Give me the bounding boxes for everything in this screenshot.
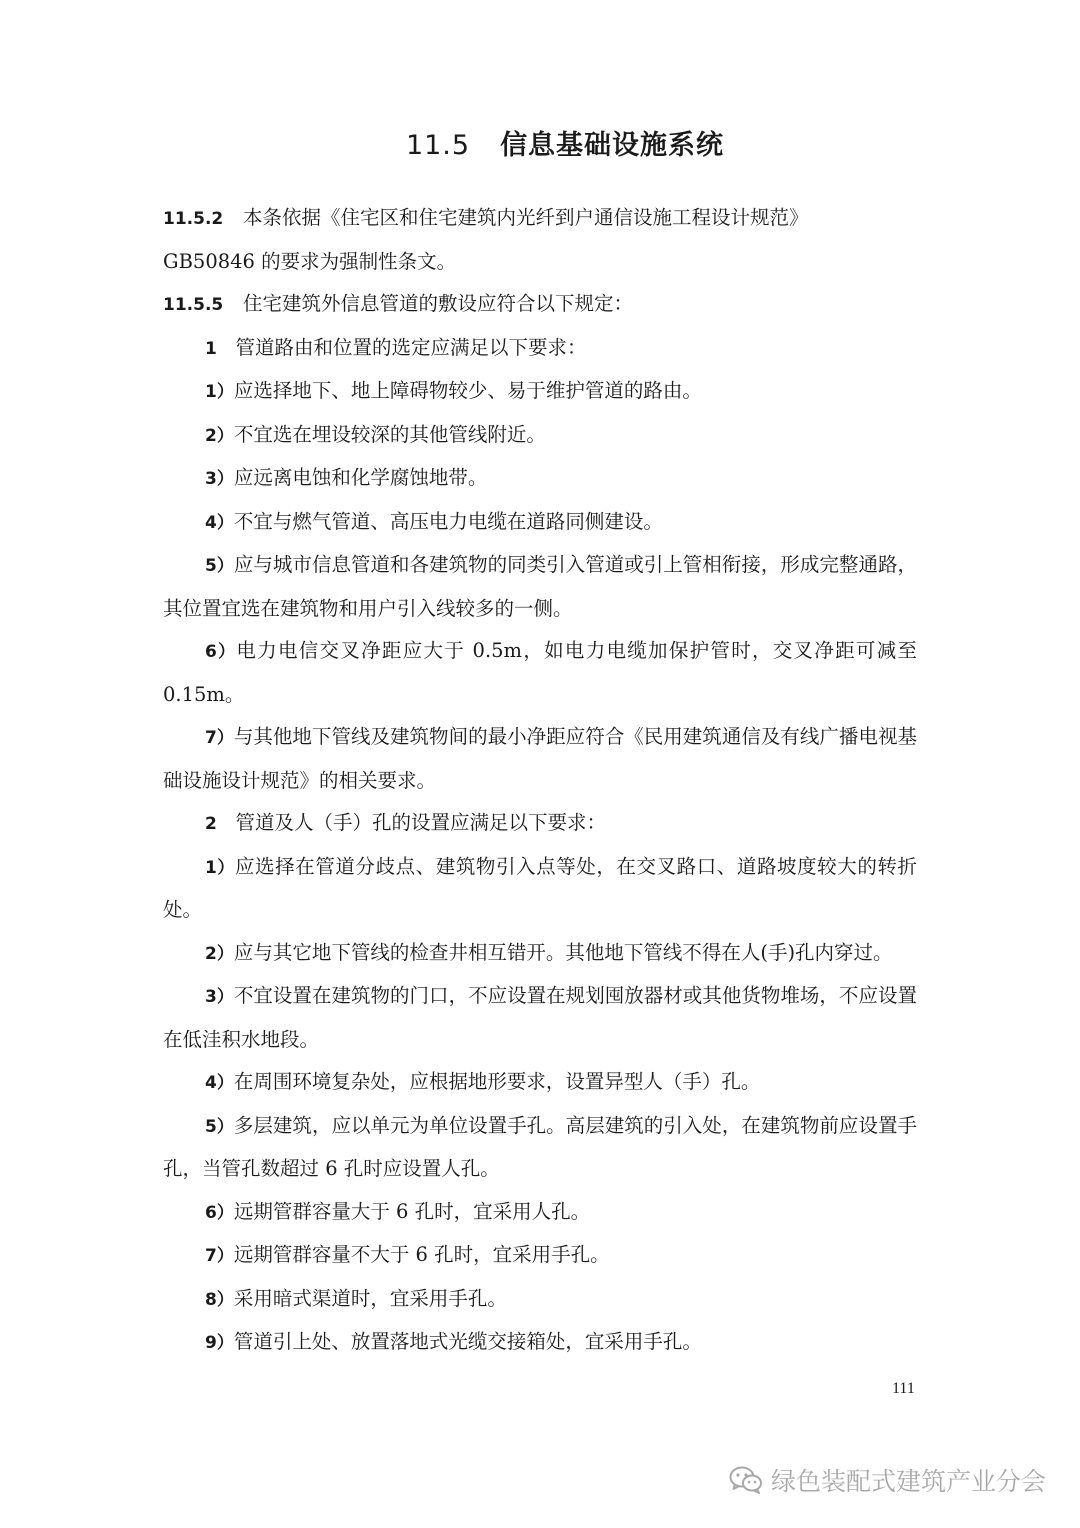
item-number: 1: [205, 338, 217, 359]
clause-text: 住宅建筑外信息管道的敷设应符合以下规定：: [243, 292, 634, 315]
sub-item-label: 3）: [205, 987, 234, 1007]
item-number: 2: [205, 814, 217, 834]
sub-item-label: 4）: [205, 1073, 234, 1093]
sub-item: [163, 1191, 917, 1235]
sub-item-label: 3）: [205, 469, 234, 489]
sub-item-label: 1）: [205, 857, 235, 878]
sub-item: [163, 1234, 917, 1278]
clause-label: 11.5.2: [163, 209, 224, 229]
sub-item-label: 7）: [205, 1246, 234, 1266]
sub-item-text: 多层建筑，应以单元为单位设置手孔。高层建筑的引入处，在建筑物前应设置手孔，当管孔数超过 6 孔时应设置人孔。: [163, 1113, 917, 1180]
sub-item: [163, 975, 917, 1061]
section-number: 11.5: [405, 130, 471, 161]
sub-item-label: 6）: [205, 642, 237, 662]
sub-item-text: 应选择地下、地上障碍物较少、易于维护管道的路由。: [233, 379, 702, 402]
clause-11-5-2: [163, 197, 917, 283]
sub-item-label: 8）: [205, 1289, 234, 1310]
sub-item-text: 不宜与燃气管道、高压电力电缆在道路同侧建设。: [233, 509, 663, 533]
document-body: [163, 197, 917, 1365]
item-text: 管道路由和位置的选定应满足以下要求：: [235, 335, 587, 359]
sub-item: [163, 501, 917, 545]
sub-item: [163, 846, 917, 932]
clause-text-continued: GB50846 的要求为强制性条文。: [163, 249, 457, 273]
sub-item-text: 应远离电蚀和化学腐蚀地带。: [233, 466, 488, 489]
sub-item-text: 与其他地下管线及建筑物间的最小净距应符合《民用建筑通信及有线广播电视基础设施设计规范》的相关要求。: [163, 725, 917, 792]
sub-item: [163, 932, 917, 976]
sub-item-text: 应选择在管道分歧点、建筑物引入点等处，在交叉路口、道路坡度较大的转折处。: [163, 854, 917, 921]
page-number: 111: [892, 1380, 915, 1397]
section-title-text: 信息基础设施系统: [500, 130, 725, 161]
sub-item: [163, 370, 917, 414]
sub-item: [163, 1278, 917, 1322]
sub-item: [163, 1321, 917, 1365]
sub-item-text: 不宜选在埋设较深的其他管线附近。: [233, 422, 546, 446]
sub-item: [163, 544, 917, 630]
sub-item-text: 不宜设置在建筑物的门口，不应设置在规划囤放器材或其他货物堆场，不应设置在低洼积水地段。: [163, 984, 917, 1051]
sub-item: [163, 414, 917, 458]
item-text: 管道及人（手）孔的设置应满足以下要求：: [235, 811, 606, 834]
sub-item-text: 应与城市信息管道和各建筑物的同类引入管道或引上管相衔接，形成完整通路，其位置宜选在建筑物和用户引入线较多的一侧。: [163, 553, 917, 620]
sub-item-label: 5）: [205, 1116, 234, 1137]
clause-11-5-5: [163, 283, 917, 327]
sub-item-text: 在周围环境复杂处，应根据地形要求，设置异型人（手）孔。: [233, 1070, 761, 1093]
sub-item: [163, 1105, 917, 1191]
sub-item-text: 电力电信交叉净距应大于 0.5m，如电力电缆加保护管时，交叉净距可减至 0.15m。: [163, 639, 917, 706]
sub-item: [163, 457, 917, 501]
sub-item-label: 5）: [205, 556, 234, 576]
sub-item: [163, 1061, 917, 1105]
sub-item-label: 2）: [205, 425, 234, 446]
sub-item-label: 9）: [205, 1333, 234, 1353]
sub-item-label: 7）: [205, 728, 234, 748]
numbered-item: [163, 802, 917, 846]
sub-item-label: 4）: [205, 512, 234, 533]
clause-label: 11.5.5: [163, 295, 224, 315]
clause-text: 本条依据《住宅区和住宅建筑内光纤到户通信设施工程设计规范》: [243, 206, 809, 229]
sub-item-text: 远期管群容量大于 6 孔时，宜采用人孔。: [233, 1199, 591, 1223]
watermark-text: 绿色装配式建筑产业分会: [770, 1467, 1046, 1496]
sub-item-label: 6）: [205, 1202, 234, 1223]
sub-item-label: 2）: [205, 943, 234, 964]
sub-item: [163, 630, 917, 716]
section-title: [0, 126, 1080, 166]
wechat-icon: [729, 1465, 763, 1495]
sub-item-text: 管道引上处、放置落地式光缆交接箱处，宜采用手孔。: [233, 1330, 702, 1353]
watermark: [729, 1462, 1046, 1498]
sub-item-text: 应与其它地下管线的检查井相互错开。其他地下管线不得在人(手)孔内穿过。: [233, 940, 893, 964]
sub-item-text: 远期管群容量不大于 6 孔时，宜采用手孔。: [233, 1243, 610, 1266]
sub-item: [163, 716, 917, 802]
sub-item-text: 采用暗式渠道时，宜采用手孔。: [233, 1286, 507, 1310]
numbered-item: [163, 327, 917, 371]
sub-item-label: 1）: [205, 382, 234, 402]
